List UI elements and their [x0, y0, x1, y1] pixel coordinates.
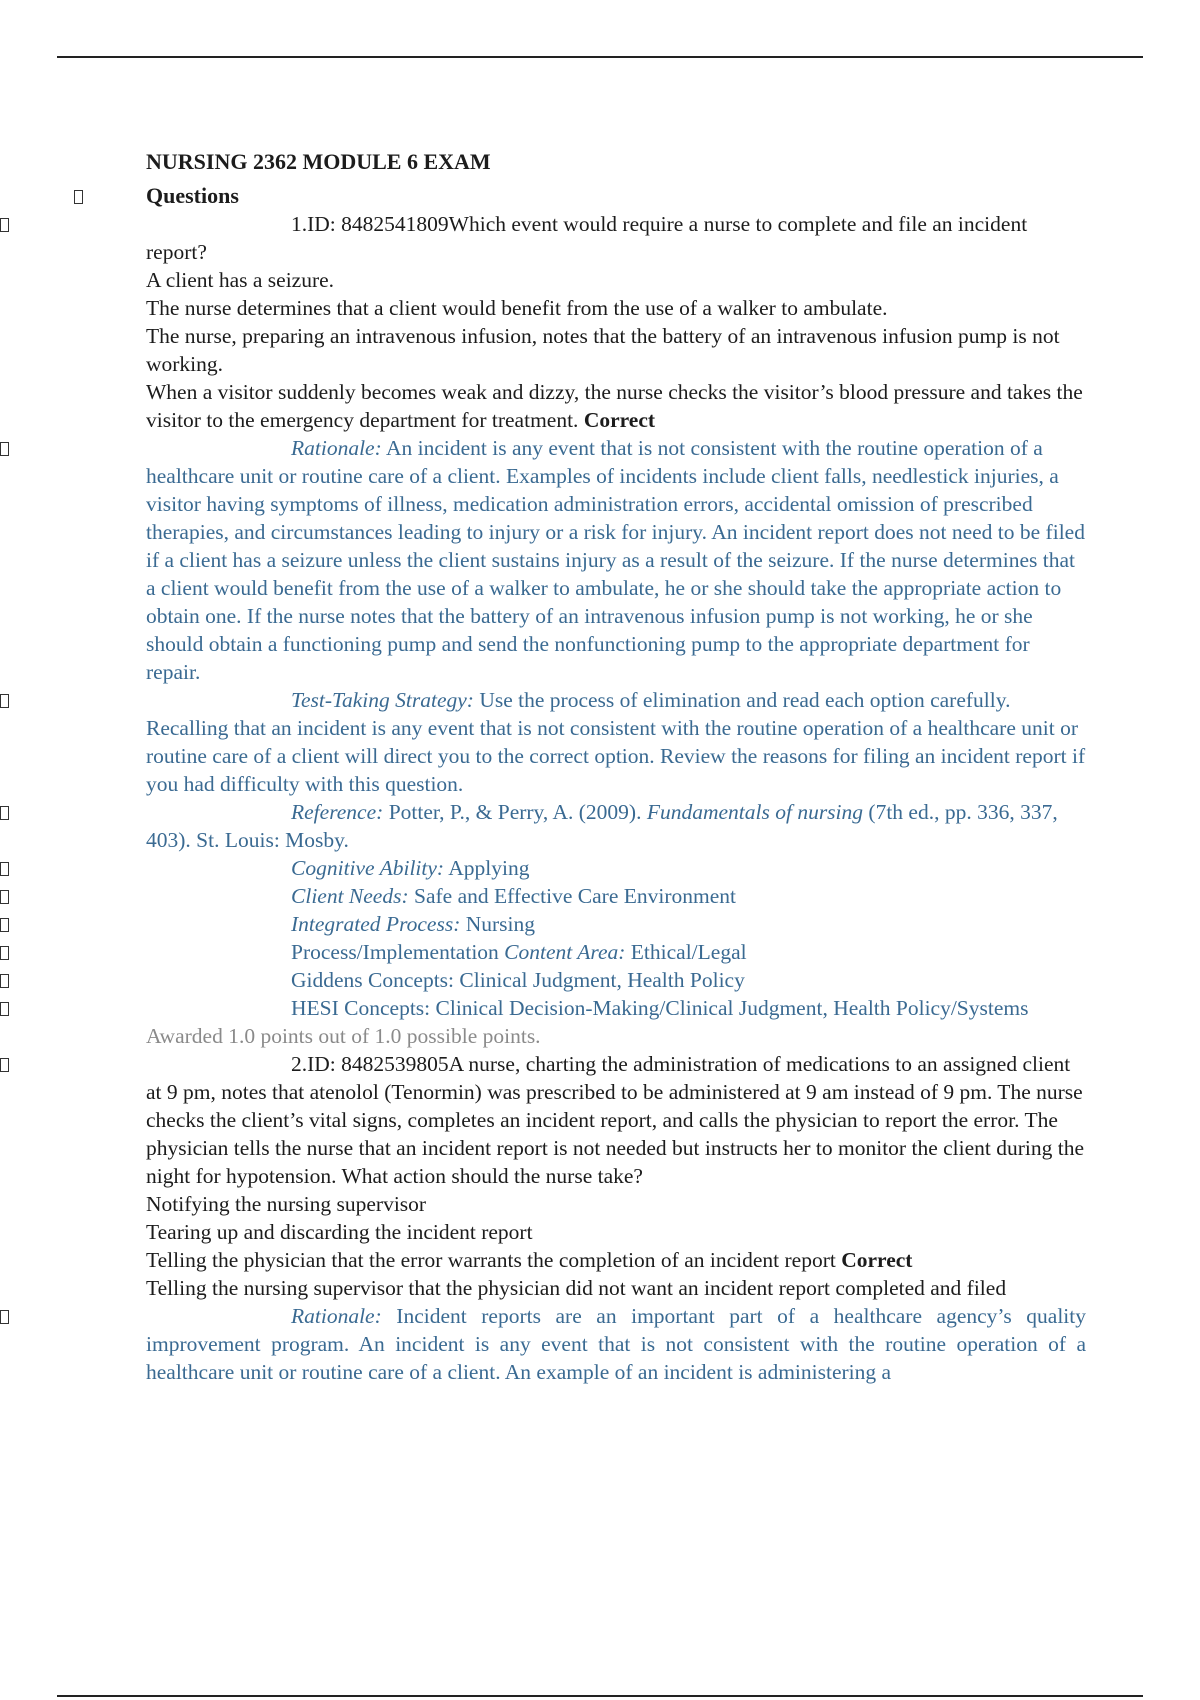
document-page	[146, 148, 1086, 1386]
q2-option-2: Tearing up and discarding the incident report	[146, 1220, 533, 1244]
q1-process-value: Nursing	[465, 912, 536, 936]
checkbox-icon	[0, 442, 9, 456]
q2-option-4: Telling the nursing supervisor that the physician did not want an incident report completed and filed	[146, 1276, 1007, 1300]
q2-stem	[146, 1050, 1086, 1190]
q1-content-value: Ethical/Legal	[630, 940, 747, 964]
checkbox-icon	[0, 918, 9, 932]
q1-cognitive-value: Applying	[448, 856, 530, 880]
q1-awarded: Awarded 1.0 points out of 1.0 possible points.	[146, 1024, 541, 1048]
page-title: NURSING 2362 MODULE 6 EXAM	[146, 149, 491, 174]
q1-client-needs	[146, 882, 1086, 910]
q1-process-value-2: Process/Implementation	[291, 940, 499, 964]
checkbox-icon	[0, 694, 9, 708]
q1-reference-label: Reference:	[291, 800, 384, 824]
q2-number: 2.	[291, 1052, 308, 1076]
q1-correct-label: Correct	[583, 408, 656, 432]
checkbox-icon	[74, 190, 83, 204]
q1-cognitive	[146, 854, 1086, 882]
q2-option-3	[146, 1246, 1086, 1274]
q2-rationale	[146, 1302, 1086, 1386]
checkbox-icon	[0, 1002, 9, 1016]
q1-hesi	[146, 994, 1086, 1050]
q1-strategy-label: Test-Taking Strategy:	[291, 688, 474, 712]
q2-rationale-text: Incident reports are an important part of a healthcare agency’s quality improvement program. An incident is any event that is not consistent with the routine operation of a healthcare unit or routine care of a client. An example of an incident is administering a	[146, 1304, 1086, 1384]
q1-rationale	[146, 434, 1086, 686]
checkbox-icon	[0, 862, 9, 876]
checkbox-icon	[0, 1058, 9, 1072]
q1-integrated-process	[146, 910, 1086, 938]
q1-cognitive-label: Cognitive Ability:	[291, 856, 445, 880]
q1-question-text: Which event would require a nurse to complete and file an incident report?	[146, 212, 1028, 264]
q1-rationale-label: Rationale:	[291, 436, 382, 460]
q1-reference-post: (7th ed., pp. 336, 337, 403). St. Louis: Mosby.	[146, 800, 1058, 852]
q1-strategy	[146, 686, 1086, 798]
q2-rationale-label: Rationale:	[291, 1304, 382, 1328]
questions-heading	[146, 182, 1086, 210]
q2-question-text: A nurse, charting the administration of medications to an assigned client at 9 pm, notes that atenolol (Tenormin) was prescribed to be administered at 9 am instead of 9 pm. The nurse checks the client’s vital signs, completes an incident report, and calls the physician to report the error. The physician tells the nurse that an incident report is not needed but instructs her to monitor the client during the night for hypotension. What action should the nurse take?	[146, 1052, 1085, 1188]
q1-reference-pre: Potter, P., & Perry, A. (2009).	[388, 800, 642, 824]
q1-option-4	[146, 378, 1086, 434]
q1-strategy-text: Use the process of elimination and read each option carefully. Recalling that an incident is any event that is not consistent with the routine operation of a healthcare unit or routine care of a client will direct you to the correct option. Review the reasons for filing an incident report if you had difficulty with this question.	[146, 688, 1086, 796]
q2-option-1: Notifying the nursing supervisor	[146, 1192, 427, 1216]
q1-id: ID: 8482541809	[307, 212, 449, 236]
questions-heading-text: Questions	[146, 183, 239, 208]
q1-reference-book: Fundamentals of nursing	[646, 800, 864, 824]
q2-id: ID: 8482539805	[307, 1052, 449, 1076]
q2-option-3-text: Telling the physician that the error warrants the completion of an incident report	[146, 1248, 836, 1272]
q1-option-2: The nurse determines that a client would benefit from the use of a walker to ambulate.	[146, 296, 888, 320]
q1-process-label: Integrated Process:	[291, 912, 461, 936]
q1-option-3: The nurse, preparing an intravenous infusion, notes that the battery of an intravenous infusion pump is not working.	[146, 324, 1060, 376]
q1-option-4-text: When a visitor suddenly becomes weak and dizzy, the nurse checks the visitor’s blood pressure and takes the visitor to the emergency department for treatment.	[146, 380, 1083, 432]
checkbox-icon	[0, 974, 9, 988]
q1-giddens	[146, 966, 1086, 994]
checkbox-icon	[0, 1310, 9, 1324]
checkbox-icon	[0, 890, 9, 904]
q1-giddens-text: Giddens Concepts: Clinical Judgment, Health Policy	[291, 968, 745, 992]
q1-content-area	[146, 938, 1086, 966]
q1-rationale-text: An incident is any event that is not consistent with the routine operation of a healthcare unit or routine care of a client. Examples of incidents include client falls, needlestick injuries, a visitor having symptoms of illness, medication administration errors, accidental omission of prescribed therapies, and circumstances leading to injury or a risk for injury. An incident report does not need to be filed if a client has a seizure unless the client sustains injury as a result of the seizure. If the nurse determines that a client would benefit from the use of a walker to ambulate, he or she should take the appropriate action to obtain one. If the nurse notes that the battery of an intravenous infusion pump is not working, he or she should obtain a functioning pump and send the nonfunctioning pump to the appropriate department for repair.	[146, 436, 1085, 684]
q1-reference	[146, 798, 1086, 854]
bottom-rule	[57, 1695, 1143, 1697]
q2-correct-label: Correct	[841, 1248, 913, 1272]
q1-needs-value: Safe and Effective Care Environment	[414, 884, 736, 908]
q1-option-1: A client has a seizure.	[146, 268, 335, 292]
checkbox-icon	[0, 806, 9, 820]
q1-stem	[146, 210, 1086, 266]
q1-content-label: Content Area:	[504, 940, 626, 964]
top-rule	[57, 56, 1143, 58]
q1-hesi-text: HESI Concepts: Clinical Decision-Making/Clinical Judgment, Health Policy/Systems	[291, 996, 1029, 1020]
q1-needs-label: Client Needs:	[291, 884, 409, 908]
q1-number: 1.	[291, 212, 308, 236]
checkbox-icon	[0, 946, 9, 960]
checkbox-icon	[0, 218, 9, 232]
